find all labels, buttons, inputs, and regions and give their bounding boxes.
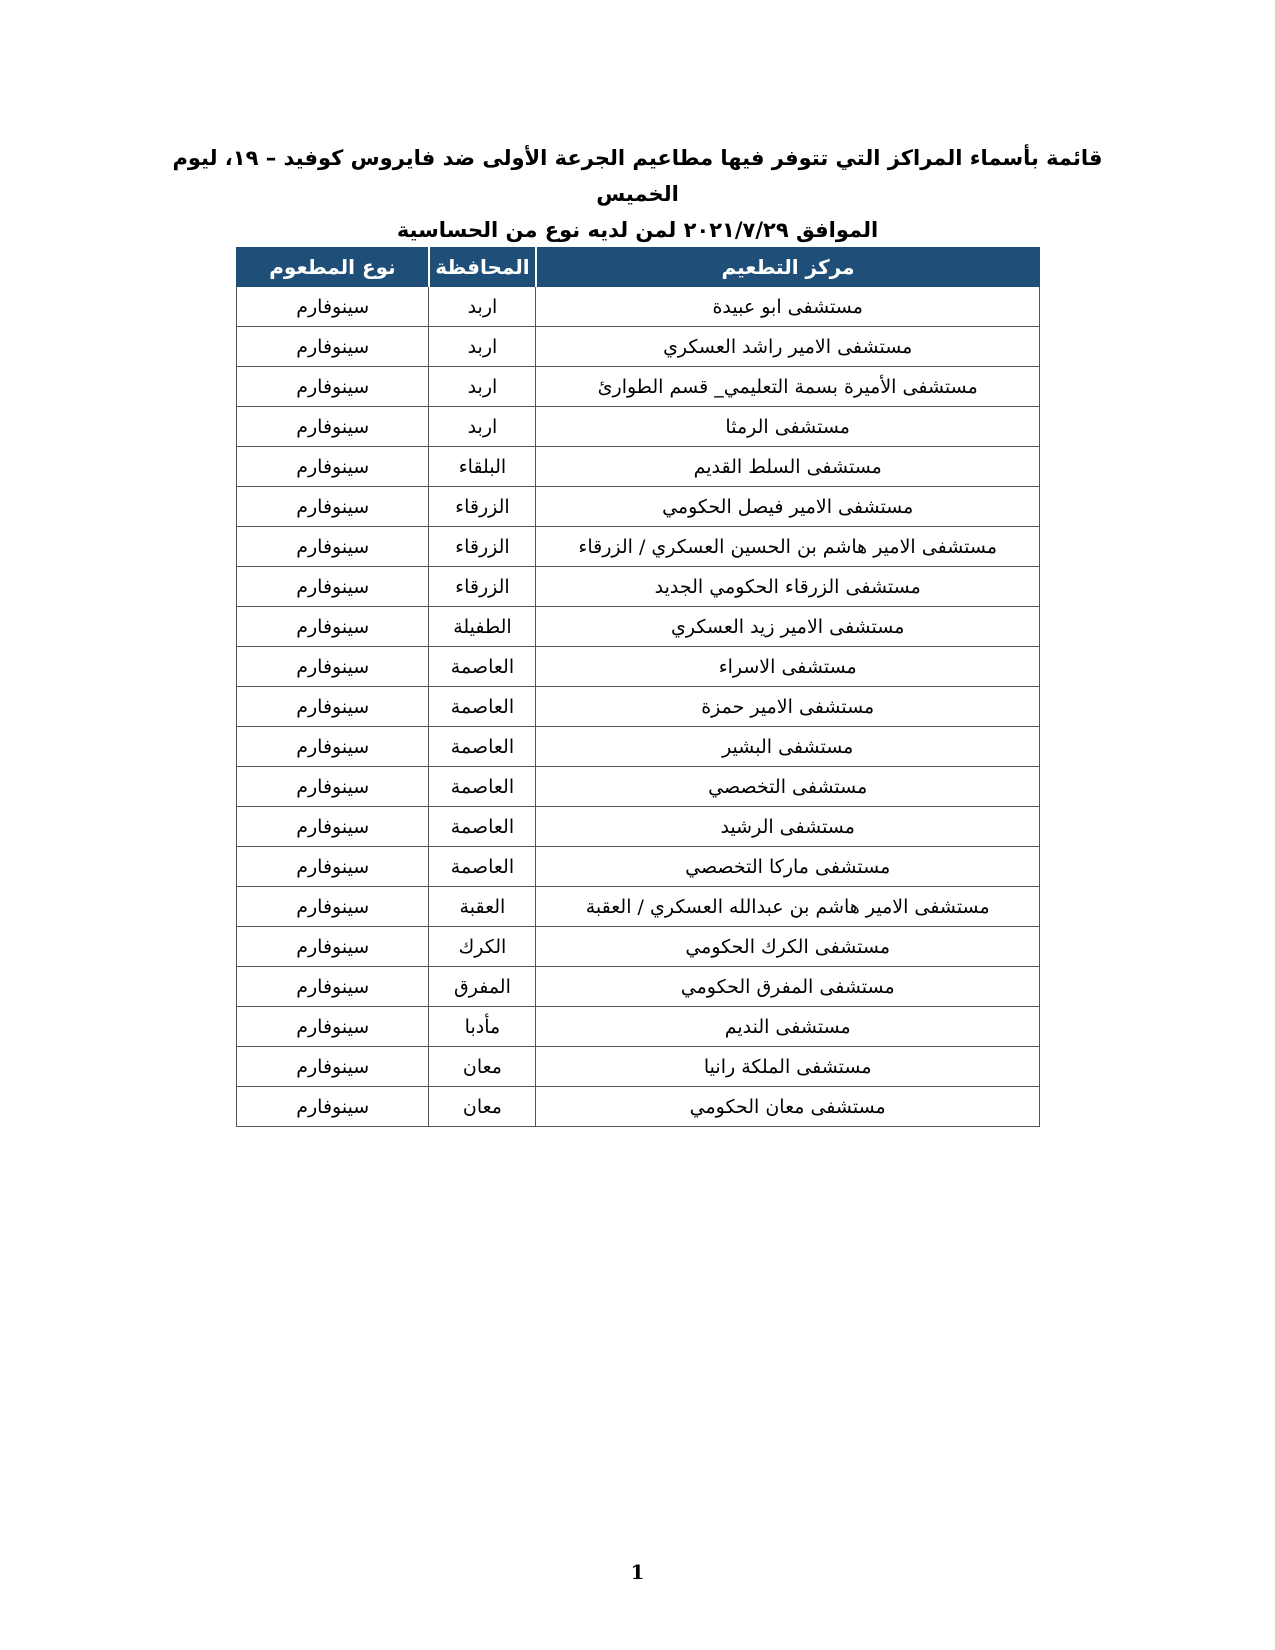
- cell-vaccine-type: سينوفارم: [237, 767, 429, 807]
- cell-governorate: العاصمة: [429, 847, 536, 887]
- cell-center: مستشفى الامير هاشم بن الحسين العسكري / الزرقاء: [536, 527, 1040, 567]
- cell-governorate: العاصمة: [429, 687, 536, 727]
- document-title: [150, 140, 1125, 248]
- cell-vaccine-type: سينوفارم: [237, 1087, 429, 1127]
- cell-center: مستشفى الامير هاشم بن عبدالله العسكري / العقبة: [536, 887, 1040, 927]
- cell-center: مستشفى الامير حمزة: [536, 687, 1040, 727]
- cell-center: مستشفى الملكة رانيا: [536, 1047, 1040, 1087]
- cell-center: مستشفى السلط القديم: [536, 447, 1040, 487]
- table-row: [237, 327, 1040, 367]
- cell-center: مستشفى الرمثا: [536, 407, 1040, 447]
- cell-center: مستشفى التخصصي: [536, 767, 1040, 807]
- cell-center: مستشفى معان الحكومي: [536, 1087, 1040, 1127]
- table-row: [237, 607, 1040, 647]
- cell-governorate: مأدبا: [429, 1007, 536, 1047]
- cell-vaccine-type: سينوفارم: [237, 367, 429, 407]
- cell-center: مستشفى الزرقاء الحكومي الجديد: [536, 567, 1040, 607]
- cell-governorate: الزرقاء: [429, 567, 536, 607]
- table-row: [237, 687, 1040, 727]
- table-row: [237, 367, 1040, 407]
- cell-center: مستشفى الامير زيد العسكري: [536, 607, 1040, 647]
- table-row: [237, 807, 1040, 847]
- table-header: [237, 248, 1040, 287]
- table-row: [237, 927, 1040, 967]
- cell-center: مستشفى الكرك الحكومي: [536, 927, 1040, 967]
- cell-center: مستشفى المفرق الحكومي: [536, 967, 1040, 1007]
- cell-vaccine-type: سينوفارم: [237, 407, 429, 447]
- table-row: [237, 567, 1040, 607]
- cell-center: مستشفى الأميرة بسمة التعليمي_ قسم الطوارئ: [536, 367, 1040, 407]
- cell-vaccine-type: سينوفارم: [237, 607, 429, 647]
- cell-vaccine-type: سينوفارم: [237, 447, 429, 487]
- cell-governorate: العاصمة: [429, 767, 536, 807]
- cell-governorate: اربد: [429, 367, 536, 407]
- table-row: [237, 887, 1040, 927]
- cell-vaccine-type: سينوفارم: [237, 887, 429, 927]
- table-row: [237, 1047, 1040, 1087]
- cell-governorate: العاصمة: [429, 647, 536, 687]
- cell-governorate: الكرك: [429, 927, 536, 967]
- cell-vaccine-type: سينوفارم: [237, 687, 429, 727]
- cell-vaccine-type: سينوفارم: [237, 927, 429, 967]
- cell-vaccine-type: سينوفارم: [237, 727, 429, 767]
- table-row: [237, 767, 1040, 807]
- cell-vaccine-type: سينوفارم: [237, 647, 429, 687]
- cell-governorate: البلقاء: [429, 447, 536, 487]
- cell-center: مستشفى الامير فيصل الحكومي: [536, 487, 1040, 527]
- cell-governorate: الزرقاء: [429, 527, 536, 567]
- cell-vaccine-type: سينوفارم: [237, 287, 429, 327]
- cell-governorate: اربد: [429, 407, 536, 447]
- header-row: [237, 248, 1040, 287]
- cell-governorate: العاصمة: [429, 727, 536, 767]
- cell-center: مستشفى ماركا التخصصي: [536, 847, 1040, 887]
- page-number: 1: [630, 1560, 645, 1584]
- cell-governorate: الزرقاء: [429, 487, 536, 527]
- cell-governorate: العقبة: [429, 887, 536, 927]
- table-row: [237, 487, 1040, 527]
- header-vaccine-type: نوع المطعوم: [237, 248, 429, 287]
- cell-vaccine-type: سينوفارم: [237, 967, 429, 1007]
- table-row: [237, 1007, 1040, 1047]
- cell-governorate: اربد: [429, 287, 536, 327]
- table-row: [237, 407, 1040, 447]
- cell-vaccine-type: سينوفارم: [237, 487, 429, 527]
- cell-center: مستشفى الاسراء: [536, 647, 1040, 687]
- table-row: [237, 647, 1040, 687]
- cell-vaccine-type: سينوفارم: [237, 1007, 429, 1047]
- title-line-2: الموافق ٢٠٢١/٧/٢٩ لمن لديه نوع من الحساسية: [396, 218, 879, 242]
- vaccination-centers-table: [236, 247, 1040, 1127]
- cell-vaccine-type: سينوفارم: [237, 1047, 429, 1087]
- table-row: [237, 967, 1040, 1007]
- cell-vaccine-type: سينوفارم: [237, 527, 429, 567]
- cell-vaccine-type: سينوفارم: [237, 847, 429, 887]
- cell-governorate: اربد: [429, 327, 536, 367]
- table-row: [237, 727, 1040, 767]
- cell-governorate: الطفيلة: [429, 607, 536, 647]
- cell-vaccine-type: سينوفارم: [237, 327, 429, 367]
- table-row: [237, 1087, 1040, 1127]
- cell-governorate: العاصمة: [429, 807, 536, 847]
- cell-center: مستشفى البشير: [536, 727, 1040, 767]
- header-governorate: المحافظة: [429, 248, 536, 287]
- cell-vaccine-type: سينوفارم: [237, 807, 429, 847]
- cell-center: مستشفى الرشيد: [536, 807, 1040, 847]
- table-row: [237, 847, 1040, 887]
- title-line-1: قائمة بأسماء المراكز التي تتوفر فيها مطاعيم الجرعة الأولى ضد فايروس كوفيد – ١٩، ليوم الخميس: [172, 146, 1103, 206]
- header-center: مركز التطعيم: [536, 248, 1040, 287]
- cell-center: مستشفى ابو عبيدة: [536, 287, 1040, 327]
- cell-governorate: معان: [429, 1047, 536, 1087]
- table-row: [237, 527, 1040, 567]
- cell-center: مستشفى الامير راشد العسكري: [536, 327, 1040, 367]
- cell-governorate: المفرق: [429, 967, 536, 1007]
- table-row: [237, 447, 1040, 487]
- table-body: [237, 287, 1040, 1127]
- cell-center: مستشفى النديم: [536, 1007, 1040, 1047]
- cell-vaccine-type: سينوفارم: [237, 567, 429, 607]
- table-row: [237, 287, 1040, 327]
- cell-governorate: معان: [429, 1087, 536, 1127]
